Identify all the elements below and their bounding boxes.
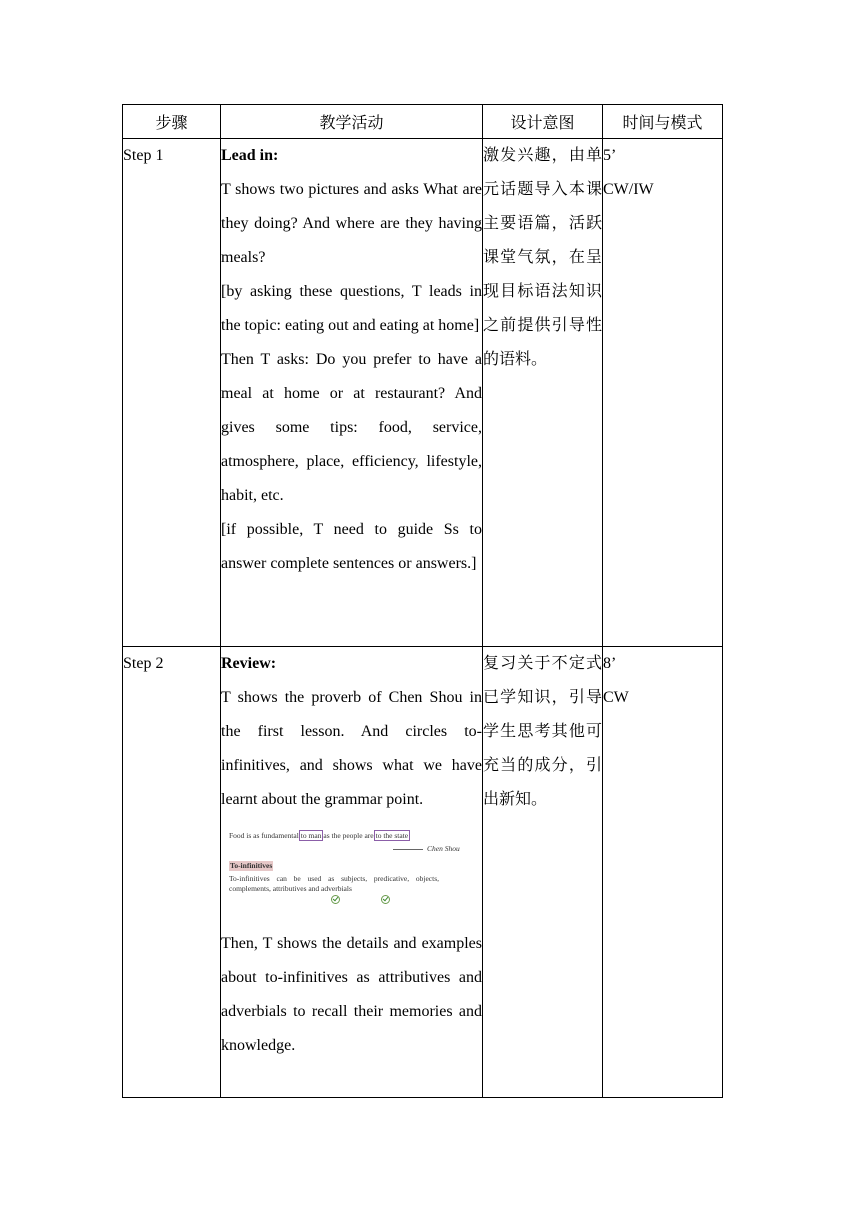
time-mode-cell <box>603 139 723 647</box>
purpose-cell <box>483 139 603 647</box>
step-label: Step 2 <box>123 655 164 672</box>
purpose-text: 复习关于不定式已学知识，引导学生思考其他可充当的成分，引出新知。 <box>483 655 602 808</box>
step-label: Step 1 <box>123 147 164 164</box>
step-cell <box>123 139 221 647</box>
activity-paragraph: Then, T shows the details and examples about to-infinitives as attributives and adverbials to recall their memories and knowledge. <box>221 935 482 1054</box>
highlight-box: to the state <box>375 831 409 840</box>
activity-cell <box>221 139 483 647</box>
mode-text: CW <box>603 689 629 706</box>
purpose-text: 激发兴趣，由单元话题导入本课主要语篇，活跃课堂气氛，在呈现目标语法知识之前提供引导性的语料。 <box>483 147 602 368</box>
time-text: 5’ <box>603 147 617 164</box>
to-infinitives-tag: To-infinitives <box>230 861 273 870</box>
mode-text: CW/IW <box>603 181 654 198</box>
header-step: 步骤 <box>123 105 221 139</box>
highlight-box: to man <box>300 831 322 840</box>
activity-title: Lead in: <box>221 147 279 164</box>
header-purpose: 设计意图 <box>483 105 603 139</box>
time-mode-cell <box>603 647 723 1098</box>
grammar-slide-image <box>221 819 471 915</box>
activity-cell <box>221 647 483 1098</box>
header-time-mode: 时间与模式 <box>603 105 723 139</box>
table-row <box>123 647 723 1098</box>
step-cell <box>123 647 221 1098</box>
activity-paragraph: [by asking these questions, T leads in the topic: eating out and eating at home] <box>221 283 482 334</box>
check-icon <box>331 895 340 904</box>
table-header-row <box>123 105 723 139</box>
proverb-author: Chen Shou <box>393 844 460 854</box>
lesson-plan-table <box>122 104 723 1098</box>
time-text: 8’ <box>603 655 617 672</box>
activity-title: Review: <box>221 655 277 672</box>
purpose-cell <box>483 647 603 1098</box>
header-activity: 教学活动 <box>221 105 483 139</box>
activity-paragraph: [if possible, T need to guide Ss to answer complete sentences or answers.] <box>221 521 482 572</box>
activity-paragraph: T shows the proverb of Chen Shou in the first lesson. And circles to-infinitives, and shows what we have learnt about the grammar point. <box>221 689 482 808</box>
activity-paragraph: T shows two pictures and asks What are they doing? And where are they having meals? <box>221 181 482 266</box>
proverb-quote: Food is as fundamental to man as the people are to the state <box>229 831 409 840</box>
to-infinitives-description: To-infinitives can be used as subjects, predicative, objects, complements, attributives and adverbials <box>229 874 439 893</box>
activity-paragraph: Then T asks: Do you prefer to have a meal at home or at restaurant? And gives some tips: food, service, atmosphere, place, efficiency, lifestyle, habit, etc. <box>221 351 482 504</box>
table-row <box>123 139 723 647</box>
check-icon <box>381 895 390 904</box>
